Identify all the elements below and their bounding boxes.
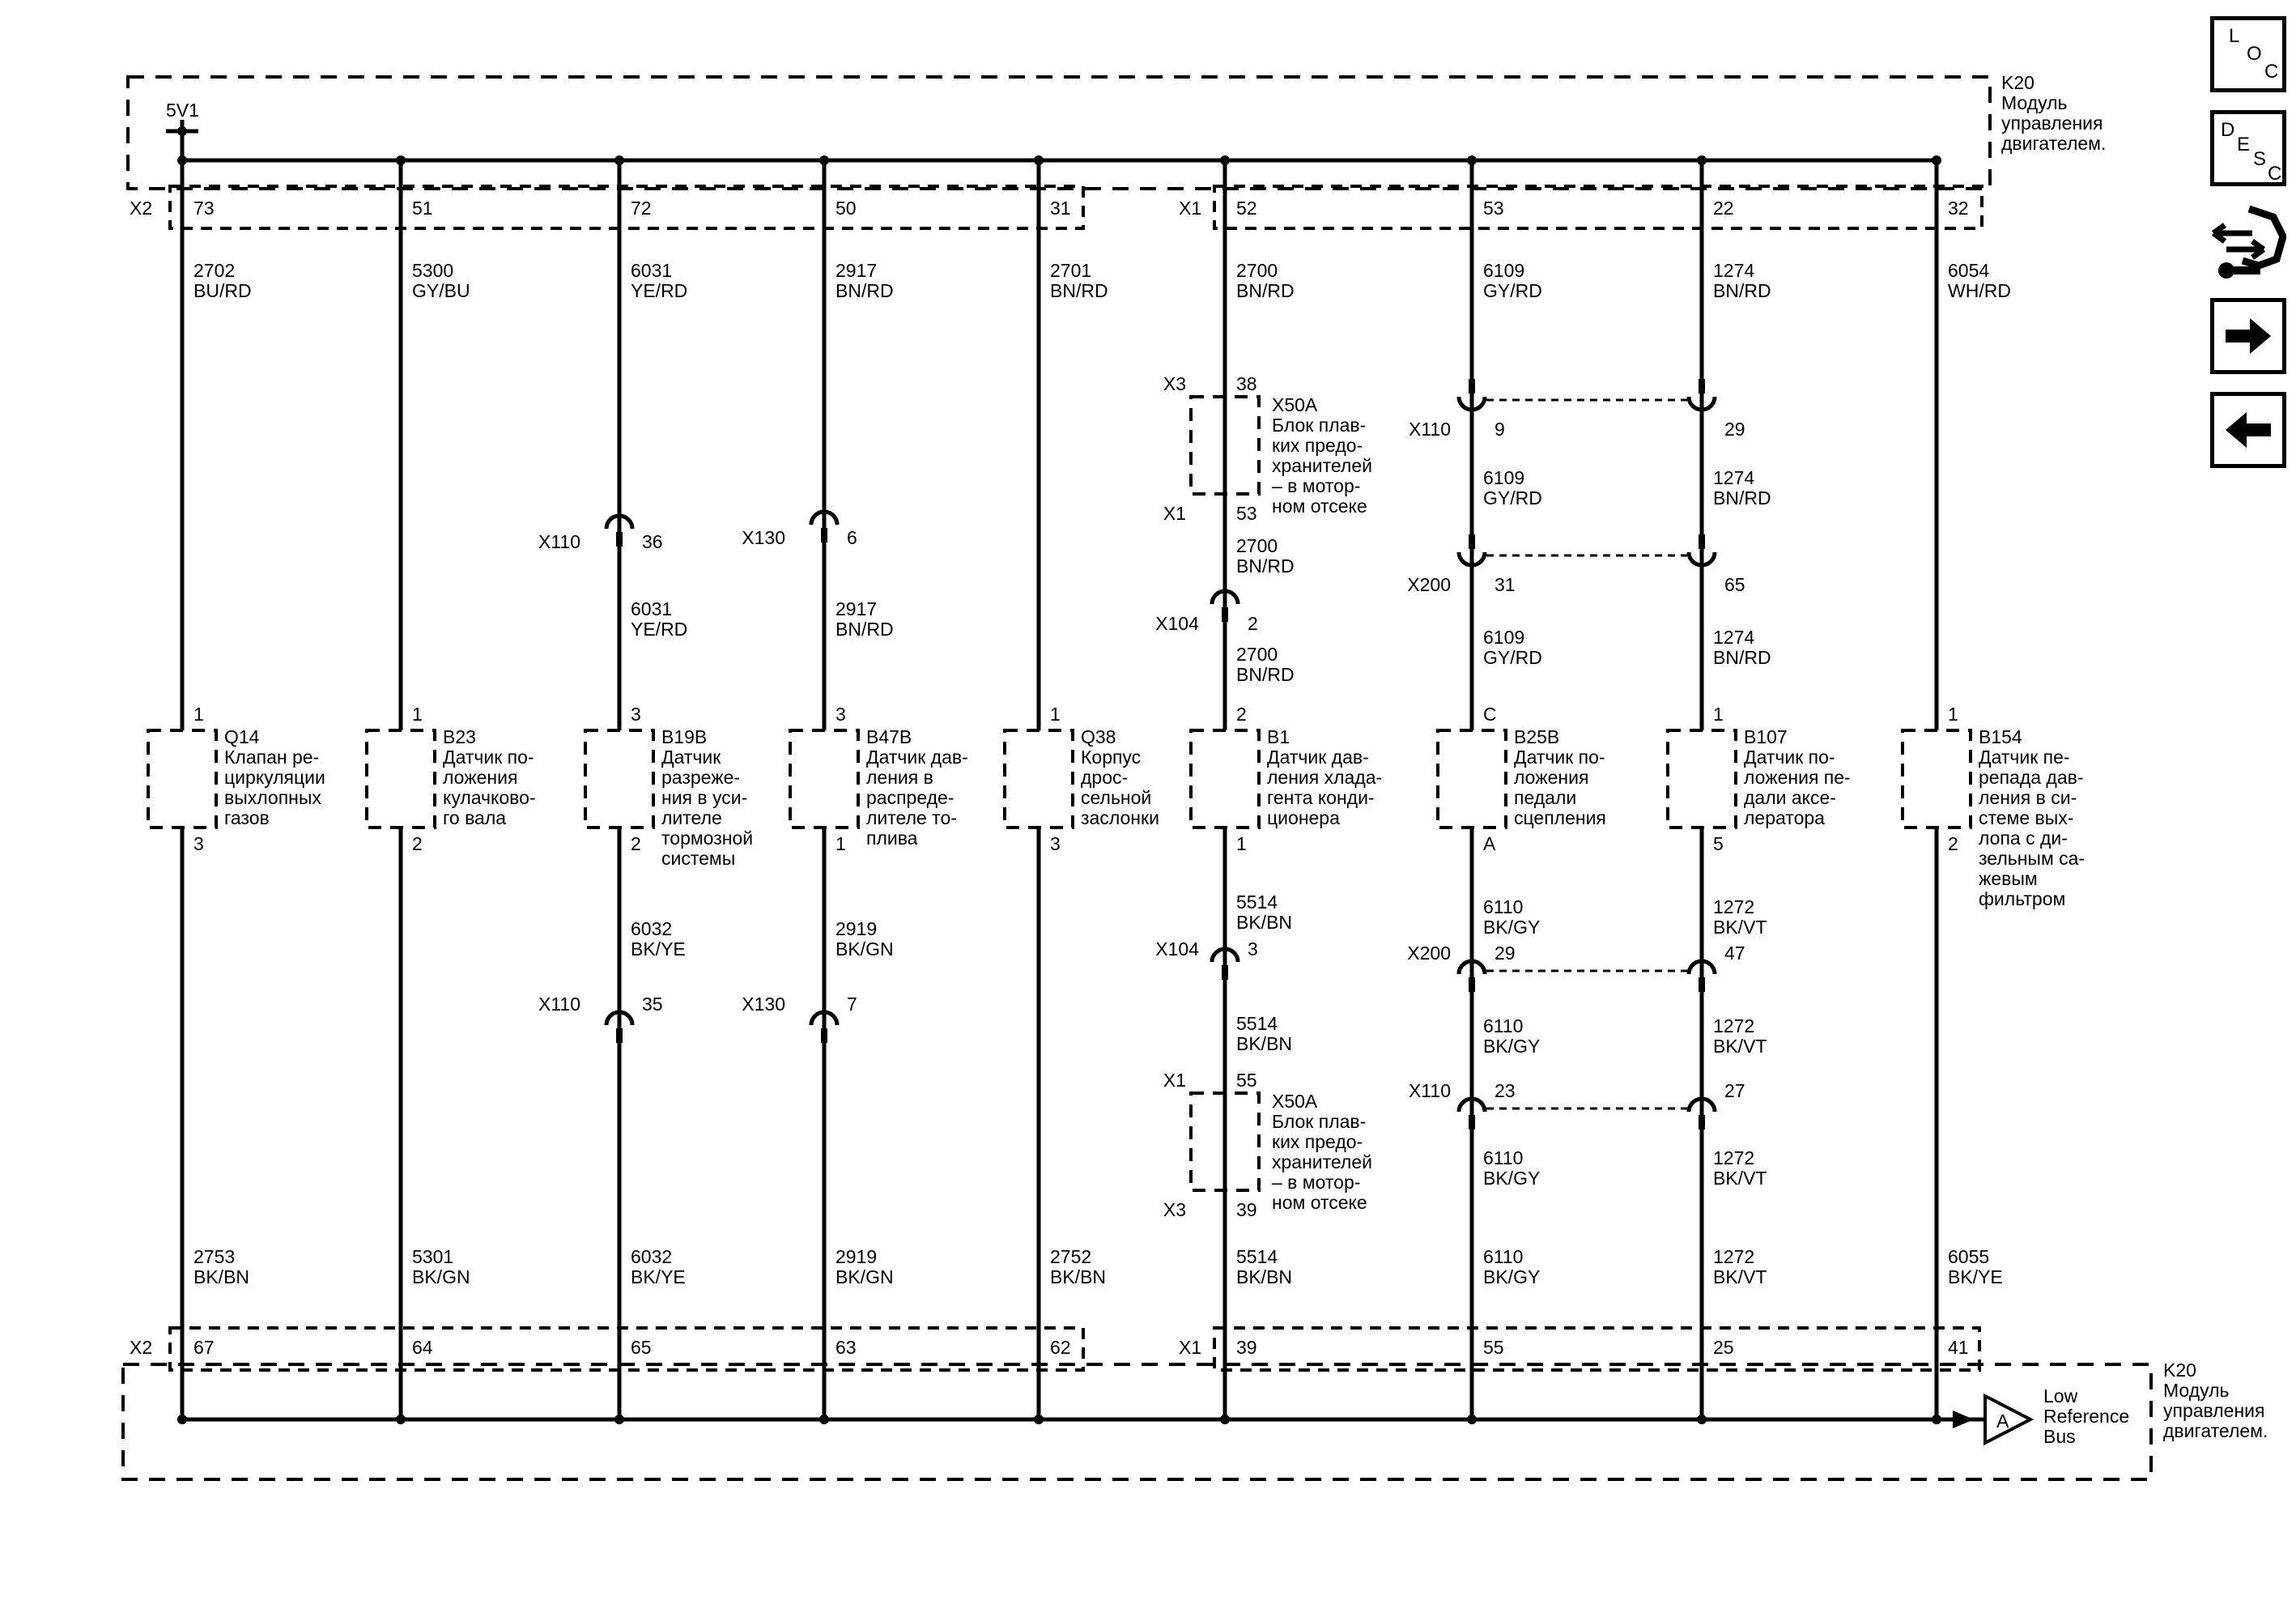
circuit-b19b-component-desc: системы xyxy=(661,848,736,869)
low-ref-letter: A xyxy=(1996,1411,2009,1432)
circuit-b47b-component-box xyxy=(790,730,858,828)
circuit-b154-component-desc: ления в си- xyxy=(1979,787,2077,808)
circuit-b25b-component-pin-bottom: A xyxy=(1483,833,1496,854)
b1-fuse-wire: BN/RD xyxy=(1236,555,1295,577)
circuit-q14-component-desc: циркуляции xyxy=(224,767,325,788)
fuse-block-1-id: X50A xyxy=(1272,394,1318,415)
circuit-b47b-top-pin: 50 xyxy=(835,198,857,219)
circuit-b23-component-desc: кулачково- xyxy=(443,787,536,808)
pair-upper-1-wire-a: GY/RD xyxy=(1483,487,1542,509)
circuit-b154-bottom-pin: 41 xyxy=(1948,1337,1969,1358)
circuit-b23-component-box xyxy=(367,730,435,828)
arrow-right-icon xyxy=(2214,302,2282,370)
circuit-b25b-component-desc: педали xyxy=(1514,787,1577,808)
circuit-b19b-top-wire-label: YE/RD xyxy=(631,280,688,301)
pair-upper-1-label: X110 xyxy=(1408,419,1451,440)
b1-bottom-connector-wire-b: 5514 xyxy=(1236,1013,1278,1034)
pair-bottom-in-wire-a: 6110 xyxy=(1483,896,1524,917)
connector-x1-top xyxy=(1214,186,1982,228)
circuit-b107-component-desc: дали аксе- xyxy=(1744,787,1836,808)
circuit-q14-component-id: Q14 xyxy=(224,726,260,747)
circuit-q38-bottom-wire-label: BK/BN xyxy=(1050,1266,1107,1287)
connector-x1-bottom-label: X1 xyxy=(1179,1337,1202,1358)
circuit-b23-component-desc: ложения xyxy=(443,767,518,788)
circuit-b154-component-desc: фильтром xyxy=(1979,888,2066,909)
pair-upper-1-b-pin xyxy=(1699,379,1705,394)
fuse-block-1-conn-top: X3 xyxy=(1163,373,1186,394)
low-ref-arrow xyxy=(1953,1411,1974,1428)
circuit-b19b-component-id: B19B xyxy=(661,726,708,747)
circuit-b47b-bottom-connector-wire: 2919 xyxy=(835,918,878,939)
b1-bottom-connector-wire-a: BK/BN xyxy=(1236,912,1293,933)
circuit-b154-component-pin-top: 1 xyxy=(1948,704,1958,725)
pair-upper-2-wire-a: GY/RD xyxy=(1483,647,1542,668)
pair-upper-1-a-pin xyxy=(1469,379,1475,394)
loc-letter-l: L xyxy=(2229,25,2240,47)
fuse-block-2-desc: ких предо- xyxy=(1272,1131,1363,1152)
circuit-b23-bottom-pin: 64 xyxy=(412,1337,433,1358)
fuse-block-1-desc: – в мотор- xyxy=(1272,475,1361,496)
circuit-b107-component-desc: ложения пе- xyxy=(1744,767,1851,788)
circuit-b107-component-pin-top: 1 xyxy=(1713,704,1724,725)
pair-upper-2-a-pin xyxy=(1469,534,1475,549)
circuit-b107-component-pin-bottom: 5 xyxy=(1713,833,1724,854)
circuit-b154-component-desc: Датчик пе- xyxy=(1979,747,2070,768)
circuit-b19b-bottom-connector-pin xyxy=(616,1028,623,1043)
b1-bottom-connector-wire-a: 5514 xyxy=(1236,891,1278,913)
pair-upper-2-b-pin xyxy=(1699,534,1705,549)
circuit-b47b-component-desc: плива xyxy=(866,828,918,849)
pair-lower-2-b-pin xyxy=(1699,1115,1705,1130)
circuit-b47b-bottom-pin: 63 xyxy=(835,1337,857,1358)
circuit-b19b-component-pin-bottom: 2 xyxy=(631,833,641,854)
pair-lower-1-label: X200 xyxy=(1407,943,1451,964)
circuit-q14-bottom-pin: 67 xyxy=(193,1337,215,1358)
fuse-block-1-conn-bottom: X1 xyxy=(1163,503,1186,524)
circuit-q14-component-box xyxy=(148,730,216,828)
circuit-b154-bottom-wire-label: BK/YE xyxy=(1948,1266,2003,1287)
circuit-q38-top-wire-label: BN/RD xyxy=(1050,280,1108,301)
circuit-b47b-component-pin-bottom: 1 xyxy=(835,833,846,854)
description-button[interactable] xyxy=(2210,110,2286,186)
circuit-b25b-component-id: B25B xyxy=(1514,726,1560,747)
circuit-b47b-component-desc: ления в xyxy=(866,767,933,788)
circuit-q14-top-wire-label: 2702 xyxy=(193,260,236,281)
circuit-b107-component-id: B107 xyxy=(1744,726,1788,747)
fuse-block-2-desc: ном отсеке xyxy=(1272,1192,1367,1213)
module-name-top: двигателем. xyxy=(2001,133,2107,154)
circuit-b19b-component-desc: разреже- xyxy=(661,767,741,788)
circuit-b47b-bottom-connector-wire: BK/GN xyxy=(835,938,894,960)
pair-upper-1-wire-b: BN/RD xyxy=(1713,487,1771,509)
pair-upper-2-wire-b: BN/RD xyxy=(1713,647,1771,668)
circuit-b107-top-wire-label: BN/RD xyxy=(1713,280,1771,301)
circuit-b19b-top-wire-label: 6031 xyxy=(631,260,673,281)
fuse-block-1-desc: ких предо- xyxy=(1272,435,1363,456)
fuse-block-2-desc: Блок плав- xyxy=(1272,1111,1367,1132)
circuit-b47b-bottom-connector-pin: 7 xyxy=(847,994,857,1015)
desc-letter-s: S xyxy=(2253,148,2267,170)
circuit-q38-component-pin-top: 1 xyxy=(1050,704,1061,725)
location-button[interactable] xyxy=(2210,16,2286,92)
circuit-b47b-bottom-wire-label: 2919 xyxy=(835,1246,878,1267)
connector-x2-top-label: X2 xyxy=(130,198,153,219)
circuit-b19b-bottom-wire-label: BK/YE xyxy=(631,1266,686,1287)
circuit-q14-component-desc: газов xyxy=(224,807,270,828)
fuse-block-2-desc: – в мотор- xyxy=(1272,1172,1361,1193)
b1-top-connector-wire: BN/RD xyxy=(1236,664,1295,685)
circuit-b19b-bottom-connector-label: X110 xyxy=(538,994,580,1015)
loc-letter-o: O xyxy=(2247,43,2262,65)
circuit-b154-component-desc: лопа с ди- xyxy=(1979,828,2068,849)
connector-wrench-icon[interactable] xyxy=(2210,202,2286,283)
next-arrow-button[interactable] xyxy=(2210,298,2286,374)
b1-bottom-connector-label: X104 xyxy=(1155,938,1199,960)
circuit-b19b-bottom-wire-label: 6032 xyxy=(631,1246,673,1267)
module-name-bottom: управления xyxy=(2163,1400,2265,1421)
circuit-b25b-top-pin: 53 xyxy=(1483,198,1504,219)
low-ref-label: Reference xyxy=(2043,1406,2130,1427)
pair-lower-1-wire-a: 6110 xyxy=(1483,1015,1524,1036)
pair-bottom-in-wire-b: BK/VT xyxy=(1713,917,1767,938)
circuit-b25b-top-wire-label: 6109 xyxy=(1483,260,1525,281)
circuit-b19b-top-pin: 72 xyxy=(631,198,652,219)
module-box-top xyxy=(128,77,1990,189)
circuit-b23-bottom-wire-label: BK/GN xyxy=(412,1266,470,1287)
pair-lower-2-pin-a: 23 xyxy=(1495,1080,1516,1101)
circuit-b19b-top-connector-wire: 6031 xyxy=(631,598,673,619)
fuse-block-1-pin-bottom: 53 xyxy=(1236,503,1257,524)
circuit-b47b-component-desc: лителе то- xyxy=(866,807,957,828)
module-id-bottom: K20 xyxy=(2163,1360,2196,1381)
pair-lower-2-wire-b: BK/VT xyxy=(1713,1168,1767,1189)
circuit-q14-bottom-wire-label: 2753 xyxy=(193,1246,236,1267)
pair-upper-2-wire-a: 6109 xyxy=(1483,627,1525,648)
fuse-block-2-pin-top: 55 xyxy=(1236,1070,1257,1091)
pair-lower-1-wire-b: BK/VT xyxy=(1713,1036,1767,1057)
circuit-b1-component-desc: ционера xyxy=(1267,807,1340,828)
circuit-b25b-component-desc: Датчик по- xyxy=(1514,747,1605,768)
fuse-block-1-desc: Блок плав- xyxy=(1272,415,1367,436)
b1-bottom-connector-wire-b: BK/BN xyxy=(1236,1033,1293,1054)
pair-upper-1-wire-a: 6109 xyxy=(1483,467,1525,488)
circuit-b47b-component-desc: Датчик дав- xyxy=(866,747,968,768)
circuit-b25b-bottom-wire-label: BK/GY xyxy=(1483,1266,1541,1287)
fuse-block-2-desc: хранителей xyxy=(1272,1151,1372,1172)
circuit-b19b-top-connector-pin xyxy=(616,532,623,547)
circuit-b154-component-box xyxy=(1903,730,1971,828)
circuit-b47b-top-connector-label: X130 xyxy=(742,527,785,548)
fuse-block-1-desc: хранителей xyxy=(1272,455,1372,476)
circuit-b23-bottom-wire-label: 5301 xyxy=(412,1246,454,1267)
module-name-bottom: Модуль xyxy=(2163,1380,2230,1401)
circuit-q38-component-box xyxy=(1005,730,1073,828)
connector-x2-top xyxy=(170,186,1083,228)
circuit-b19b-bottom-connector-wire: BK/YE xyxy=(631,938,686,960)
pair-lower-2-wire-a: 6110 xyxy=(1483,1147,1524,1168)
connector-x2-bottom-label: X2 xyxy=(130,1337,153,1358)
circuit-b154-top-wire-label: 6054 xyxy=(1948,260,1990,281)
b1-top-connector-pin: 2 xyxy=(1248,613,1258,634)
pair-upper-1-pin-a: 9 xyxy=(1495,419,1505,440)
circuit-b23-component-desc: го вала xyxy=(443,807,507,828)
circuit-q38-component-pin-bottom: 3 xyxy=(1050,833,1061,854)
circuit-b25b-bottom-wire-label: 6110 xyxy=(1483,1246,1524,1267)
circuit-q38-component-desc: сельной xyxy=(1081,787,1152,808)
circuit-b47b-top-wire-label: BN/RD xyxy=(835,280,894,301)
fuse-block-1-pin-top: 38 xyxy=(1236,373,1257,394)
circuit-q38-top-wire-label: 2701 xyxy=(1050,260,1092,281)
supply-node xyxy=(177,126,187,136)
circuit-b19b-component-desc: Датчик xyxy=(661,747,721,768)
desc-letter-c: C xyxy=(2268,163,2282,185)
circuit-b1-component-desc: Датчик дав- xyxy=(1267,747,1369,768)
circuit-b23-component-desc: Датчик по- xyxy=(443,747,534,768)
fuse-block-2-id: X50A xyxy=(1272,1091,1318,1112)
circuit-b47b-top-connector-pin xyxy=(821,528,827,543)
circuit-b47b-bottom-wire-label: BK/GN xyxy=(835,1266,894,1287)
circuit-b154-component-id: B154 xyxy=(1979,726,2022,747)
circuit-q14-top-wire-label: BU/RD xyxy=(193,280,252,301)
circuit-b47b-bottom-connector-pin xyxy=(821,1028,827,1043)
pair-lower-2-wire-a: BK/GY xyxy=(1483,1168,1541,1189)
pair-upper-2-wire-b: 1274 xyxy=(1713,627,1755,648)
module-box-bottom xyxy=(123,1364,2151,1479)
circuit-b1-bottom-pin: 39 xyxy=(1236,1337,1257,1358)
circuit-b107-top-pin: 22 xyxy=(1713,198,1734,219)
circuit-b47b-top-wire-label: 2917 xyxy=(835,260,878,281)
circuit-q38-component-id: Q38 xyxy=(1081,726,1116,747)
circuit-q38-component-desc: дрос- xyxy=(1081,767,1129,788)
circuit-b1-component-box xyxy=(1191,730,1259,828)
circuit-b107-component-box xyxy=(1668,730,1736,828)
pair-bottom-in-wire-a: BK/GY xyxy=(1483,917,1541,938)
circuit-q38-component-desc: Корпус xyxy=(1081,747,1142,768)
circuit-q38-bottom-wire-label: 2752 xyxy=(1050,1246,1092,1267)
circuit-b1-bottom-wire-label: 5514 xyxy=(1236,1246,1278,1267)
circuit-b1-bottom-wire-label: BK/BN xyxy=(1236,1266,1293,1287)
pair-bottom-in-wire-b: 1272 xyxy=(1713,896,1755,917)
circuit-b154-component-desc: жевым xyxy=(1979,868,2038,889)
circuit-b1-top-wire-label: 2700 xyxy=(1236,260,1278,281)
pair-lower-2-a-pin xyxy=(1469,1115,1475,1130)
diagram-content xyxy=(130,72,2268,1447)
circuit-b23-top-wire-label: GY/BU xyxy=(412,280,470,301)
circuit-b1-top-pin: 52 xyxy=(1236,198,1257,219)
circuit-b47b-top-connector-wire: 2917 xyxy=(835,598,878,619)
circuit-b23-component-pin-top: 1 xyxy=(412,704,423,725)
pair-lower-2-pin-b: 27 xyxy=(1724,1080,1745,1101)
circuit-b107-component-desc: Датчик по- xyxy=(1744,747,1835,768)
module-name-bottom: двигателем. xyxy=(2163,1420,2268,1441)
circuit-q38-top-pin: 31 xyxy=(1050,198,1071,219)
circuit-b23-component-id: B23 xyxy=(443,726,476,747)
module-name-top: управления xyxy=(2001,113,2103,134)
arrow-left-icon xyxy=(2214,396,2282,464)
pair-lower-2-wire-b: 1272 xyxy=(1713,1147,1755,1168)
pair-upper-2-pin-b: 65 xyxy=(1724,574,1745,595)
circuit-b25b-component-pin-top: C xyxy=(1483,704,1497,725)
circuit-b1-component-pin-top: 2 xyxy=(1236,704,1247,725)
pair-upper-1-pin-b: 29 xyxy=(1724,419,1745,440)
circuit-b25b-component-box xyxy=(1438,730,1506,828)
circuit-b154-component-desc: стеме вых- xyxy=(1979,807,2074,828)
b1-bottom-connector-pin xyxy=(1222,965,1228,980)
circuit-q14-component-pin-top: 1 xyxy=(193,704,204,725)
circuit-b23-top-wire-label: 5300 xyxy=(412,260,454,281)
connector-x1-top-label: X1 xyxy=(1179,198,1202,219)
pair-upper-1-wire-b: 1274 xyxy=(1713,467,1755,488)
b1-bottom-connector-pin: 3 xyxy=(1248,938,1258,960)
circuit-b19b-bottom-connector-wire: 6032 xyxy=(631,918,673,939)
pair-upper-2-label: X200 xyxy=(1407,574,1451,595)
desc-letter-e: E xyxy=(2237,134,2251,155)
circuit-b25b-top-wire-label: GY/RD xyxy=(1483,280,1542,301)
fuse-block-2-conn-bottom: X3 xyxy=(1163,1199,1186,1220)
circuit-b47b-component-id: B47B xyxy=(866,726,912,747)
circuit-b47b-component-pin-top: 3 xyxy=(835,704,846,725)
circuit-b47b-bottom-connector-label: X130 xyxy=(742,994,785,1015)
circuit-b19b-component-box xyxy=(585,730,653,828)
desc-letter-d: D xyxy=(2221,119,2235,141)
circuit-b1-component-pin-bottom: 1 xyxy=(1236,833,1247,854)
circuit-b154-component-desc: зельным са- xyxy=(1979,848,2086,869)
pair-lower-1-wire-a: BK/GY xyxy=(1483,1036,1541,1057)
circuit-q14-component-desc: выхлопных xyxy=(224,787,321,808)
circuit-q14-component-pin-bottom: 3 xyxy=(193,833,204,854)
module-name-top: Модуль xyxy=(2001,92,2068,113)
circuit-b154-component-pin-bottom: 2 xyxy=(1948,833,1958,854)
b1-top-connector-pin xyxy=(1222,607,1228,622)
circuit-q38-bottom-pin: 62 xyxy=(1050,1337,1071,1358)
fuse-block-1-desc: ном отсеке xyxy=(1272,496,1367,517)
low-ref-label: Bus xyxy=(2043,1426,2076,1447)
circuit-q14-bottom-wire-label: BK/BN xyxy=(193,1266,250,1287)
supply-label: 5V1 xyxy=(166,100,199,121)
circuit-b19b-component-desc: лителе xyxy=(661,807,722,828)
circuit-b107-bottom-pin: 25 xyxy=(1713,1337,1734,1358)
circuit-b1-top-wire-label: BN/RD xyxy=(1236,280,1295,301)
circuit-q38-component-desc: заслонки xyxy=(1081,807,1159,828)
circuit-b19b-top-connector-pin: 36 xyxy=(642,531,663,552)
circuit-b1-component-desc: ления хлада- xyxy=(1267,767,1383,788)
circuit-b19b-component-pin-top: 3 xyxy=(631,704,641,725)
pair-lower-1-pin-b: 47 xyxy=(1724,943,1745,964)
pair-upper-2-pin-a: 31 xyxy=(1495,574,1516,595)
b1-fuse-wire: 2700 xyxy=(1236,535,1278,556)
circuit-b107-bottom-wire-label: BK/VT xyxy=(1713,1266,1767,1287)
circuit-q14-component-desc: Клапан ре- xyxy=(224,747,320,768)
circuit-b154-bottom-wire-label: 6055 xyxy=(1948,1246,1990,1267)
circuit-q14-top-pin: 73 xyxy=(193,198,215,219)
module-id-top: K20 xyxy=(2001,72,2035,93)
circuit-b25b-component-desc: сцепления xyxy=(1514,807,1606,828)
loc-letter-c: C xyxy=(2264,61,2279,83)
circuit-b154-component-desc: репада дав- xyxy=(1979,767,2084,788)
circuit-b19b-bottom-pin: 65 xyxy=(631,1337,652,1358)
pair-lower-1-b-pin xyxy=(1699,977,1705,992)
circuit-b107-top-wire-label: 1274 xyxy=(1713,260,1755,281)
circuit-b25b-bottom-pin: 55 xyxy=(1483,1337,1504,1358)
circuit-b154-top-wire-label: WH/RD xyxy=(1948,280,2011,301)
circuit-b107-bottom-wire-label: 1272 xyxy=(1713,1246,1755,1267)
pair-lower-2-label: X110 xyxy=(1408,1080,1451,1101)
circuit-b25b-component-desc: ложения xyxy=(1514,767,1589,788)
circuit-b107-component-desc: лератора xyxy=(1744,807,1825,828)
circuit-b1-component-desc: гента конди- xyxy=(1267,787,1375,808)
fuse-block-2-pin-bottom: 39 xyxy=(1236,1199,1257,1220)
circuit-b19b-component-desc: ния в уси- xyxy=(661,787,748,808)
circuit-b154-top-pin: 32 xyxy=(1948,198,1969,219)
prev-arrow-button[interactable] xyxy=(2210,392,2286,468)
b1-top-connector-wire: 2700 xyxy=(1236,644,1278,665)
circuit-b47b-top-connector-wire: BN/RD xyxy=(835,619,894,640)
circuit-b19b-top-connector-wire: YE/RD xyxy=(631,619,688,640)
circuit-b47b-top-connector-pin: 6 xyxy=(847,527,857,548)
circuit-b23-component-pin-bottom: 2 xyxy=(412,833,423,854)
pair-lower-1-a-pin xyxy=(1469,977,1475,992)
circuit-b23-top-pin: 51 xyxy=(412,198,433,219)
circuit-b19b-top-connector-label: X110 xyxy=(538,531,580,552)
circuit-b19b-component-desc: тормозной xyxy=(661,828,754,849)
circuit-b1-component-id: B1 xyxy=(1267,726,1290,747)
b1-top-connector-label: X104 xyxy=(1155,613,1199,634)
circuit-b47b-component-desc: распреде- xyxy=(866,787,955,808)
low-ref-label: Low xyxy=(2043,1385,2078,1406)
pair-lower-1-pin-a: 29 xyxy=(1495,943,1516,964)
circuit-b19b-bottom-connector-pin: 35 xyxy=(642,994,663,1015)
fuse-block-2-conn-top: X1 xyxy=(1163,1070,1186,1091)
pair-lower-1-wire-b: 1272 xyxy=(1713,1015,1755,1036)
